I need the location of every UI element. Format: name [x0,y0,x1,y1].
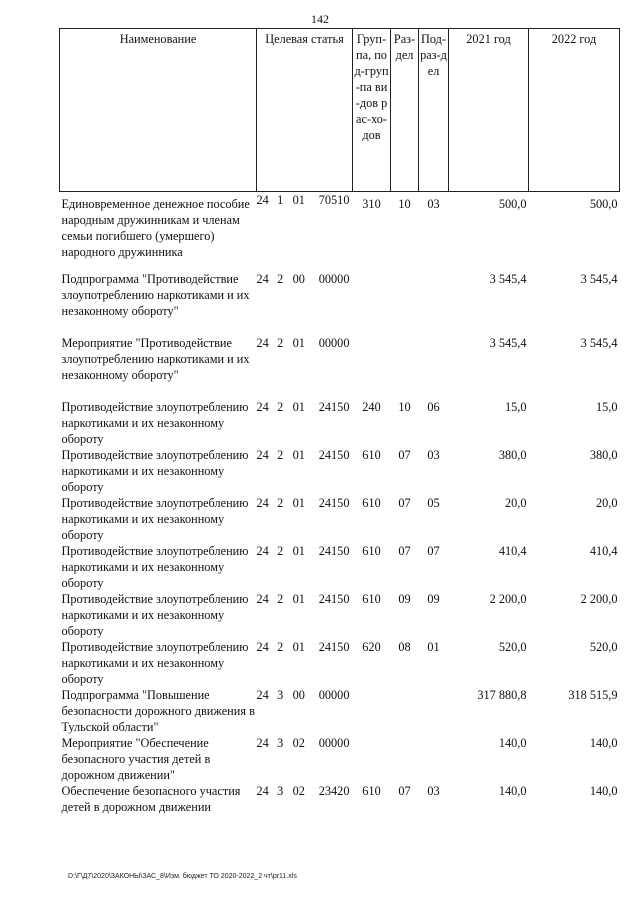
row-name: Обеспечение безопасного участия детей в дорожном движении [61,783,241,814]
row-value-2022: 318 515,9 [568,687,618,702]
target-article-part: 24 [256,271,269,286]
target-article-part: 23420 [318,783,350,798]
table-row [60,271,620,335]
target-article-part: 24 [256,687,269,702]
row-target-article [257,399,353,447]
row-value-2021: 317 880,8 [477,687,527,702]
target-article-part: 01 [292,399,305,414]
row-value-2022: 3 545,4 [580,335,618,350]
target-article-part: 24150 [318,639,350,654]
row-value-2021: 15,0 [504,399,527,414]
target-article-part: 70510 [318,193,350,207]
row-value-2021: 500,0 [498,197,527,211]
target-article-part: 00000 [318,735,350,750]
target-article-part: 2 [277,495,284,510]
row-subsection [419,735,449,783]
row-section: 07 [398,447,411,462]
target-article-part: 24 [256,495,269,510]
target-article-part: 00 [292,687,305,702]
row-value-2022: 2 200,0 [580,591,618,606]
row-name: Противодействие злоупотреблению наркотиками и их незаконному обороту [61,543,249,590]
row-value-2021: 520,0 [498,639,527,654]
row-section: 07 [398,543,411,558]
header-year-2021: 2021 год [449,29,529,192]
row-name: Мероприятие "Противодействие злоупотреблению наркотиками и их незаконному обороту" [61,335,250,382]
header-year-2022: 2022 год [529,29,620,192]
target-article-part: 24150 [318,447,350,462]
row-section: 09 [398,591,411,606]
target-article-part: 02 [292,735,305,750]
row-group [353,271,391,335]
row-value-2022: 140,0 [589,735,618,750]
row-group [353,735,391,783]
row-target-article [257,543,353,591]
row-section: 07 [398,783,411,798]
row-group: 620 [362,639,381,654]
row-target-article [257,192,353,271]
target-article-part: 2 [277,335,284,350]
target-article-part: 3 [277,735,284,750]
table-header-row [60,29,620,192]
row-value-2022: 3 545,4 [580,271,618,286]
row-name: Мероприятие "Обеспечение безопасного участия детей в дорожном движении" [61,735,211,782]
target-article-part: 00000 [318,687,350,702]
table-row [60,399,620,447]
row-name: Подпрограмма "Повышение безопасности дорожного движения в Тульской области" [61,687,255,734]
row-subsection [419,271,449,335]
row-group: 610 [362,447,381,462]
table-row [60,783,620,823]
row-subsection: 09 [427,591,440,606]
target-article-part: 01 [292,639,305,654]
target-article-part: 24 [256,783,269,798]
header-name: Наименование [60,29,257,192]
row-group: 610 [362,543,381,558]
target-article-part: 2 [277,447,284,462]
target-article-part: 02 [292,783,305,798]
row-target-article [257,495,353,543]
row-name: Противодействие злоупотреблению наркотиками и их незаконному обороту [61,447,249,494]
target-article-part: 2 [277,639,284,654]
table-row [60,687,620,735]
target-article-part: 01 [292,447,305,462]
row-group: 610 [362,495,381,510]
row-value-2021: 2 200,0 [489,591,527,606]
target-article-part: 3 [277,687,284,702]
header-group: Груп-па, под-груп-па ви-дов рас-хо-дов [353,29,391,192]
header-target-article: Целевая статья [257,29,353,192]
row-value-2022: 15,0 [595,399,618,414]
header-section: Раз-дел [391,29,419,192]
row-value-2022: 500,0 [589,197,618,211]
target-article-part: 00 [292,271,305,286]
target-article-part: 24 [256,335,269,350]
row-name: Противодействие злоупотреблению наркотиками и их незаконному обороту [61,591,249,638]
row-value-2022: 520,0 [589,639,618,654]
row-group: 240 [362,399,381,414]
row-value-2021: 140,0 [498,783,527,798]
row-name: Подпрограмма "Противодействие злоупотреблению наркотиками и их незаконному обороту" [61,271,250,318]
row-value-2021: 140,0 [498,735,527,750]
row-name: Единовременное денежное пособие народным дружинникам и членам семьи погибшего (умершего) народного дружинника [61,197,250,259]
table-row [60,192,620,271]
row-section [391,735,419,783]
page-number: 142 [311,12,329,26]
target-article-part: 01 [292,495,305,510]
row-target-article [257,639,353,687]
target-article-part: 24 [256,399,269,414]
row-target-article [257,687,353,735]
row-group [353,335,391,399]
row-target-article [257,271,353,335]
row-target-article [257,735,353,783]
target-article-part: 01 [292,591,305,606]
target-article-part: 2 [277,271,284,286]
file-path-footer: D:\Г\Д7\2020\ЗАКОНЫ\ЗАС_8\Изм. бюджет ТО 2020-2022_2 чт\pr11.xls [68,873,297,880]
target-article-part: 24150 [318,399,350,414]
row-group: 610 [362,783,381,798]
row-group [353,687,391,735]
target-article-part: 1 [277,193,284,207]
target-article-part: 24 [256,735,269,750]
target-article-part: 24 [256,447,269,462]
target-article-part: 00000 [318,335,350,350]
target-article-part: 2 [277,399,284,414]
target-article-part: 01 [292,193,305,207]
table-row [60,591,620,639]
table-row [60,639,620,687]
row-value-2022: 20,0 [595,495,618,510]
row-target-article [257,783,353,823]
row-group: 310 [362,197,381,211]
row-section [391,271,419,335]
target-article-part: 00000 [318,271,350,286]
row-name: Противодействие злоупотреблению наркотиками и их незаконному обороту [61,639,249,686]
row-subsection [419,687,449,735]
row-subsection: 03 [427,447,440,462]
row-subsection [419,335,449,399]
row-section: 08 [398,639,411,654]
row-value-2021: 3 545,4 [489,335,527,350]
target-article-part: 3 [277,783,284,798]
table-row [60,543,620,591]
target-article-part: 01 [292,335,305,350]
budget-table [59,28,620,823]
row-target-article [257,335,353,399]
target-article-part: 24150 [318,543,350,558]
target-article-part: 24 [256,543,269,558]
row-value-2021: 410,4 [498,543,527,558]
target-article-part: 24 [256,639,269,654]
row-value-2021: 3 545,4 [489,271,527,286]
row-target-article [257,447,353,495]
target-article-part: 2 [277,543,284,558]
table-row [60,495,620,543]
row-name: Противодействие злоупотреблению наркотиками и их незаконному обороту [61,495,249,542]
row-subsection: 01 [427,639,440,654]
target-article-part: 01 [292,543,305,558]
row-section: 10 [398,197,411,211]
row-target-article [257,591,353,639]
row-section: 10 [398,399,411,414]
target-article-part: 24150 [318,495,350,510]
row-section [391,687,419,735]
row-subsection: 07 [427,543,440,558]
row-value-2022: 140,0 [589,783,618,798]
table-body [60,192,620,823]
table-row [60,735,620,783]
header-subsection: Под-раз-дел [419,29,449,192]
row-name: Противодействие злоупотреблению наркотиками и их незаконному обороту [61,399,249,446]
target-article-part: 24 [256,591,269,606]
row-section [391,335,419,399]
row-subsection: 05 [427,495,440,510]
row-subsection: 03 [427,783,440,798]
table-row [60,335,620,399]
row-value-2021: 380,0 [498,447,527,462]
row-group: 610 [362,591,381,606]
target-article-part: 24150 [318,591,350,606]
target-article-part: 24 [256,193,269,207]
row-subsection: 03 [427,197,440,211]
row-value-2021: 20,0 [504,495,527,510]
row-value-2022: 380,0 [589,447,618,462]
target-article-part: 2 [277,591,284,606]
row-value-2022: 410,4 [589,543,618,558]
row-subsection: 06 [427,399,440,414]
row-section: 07 [398,495,411,510]
table-row [60,447,620,495]
